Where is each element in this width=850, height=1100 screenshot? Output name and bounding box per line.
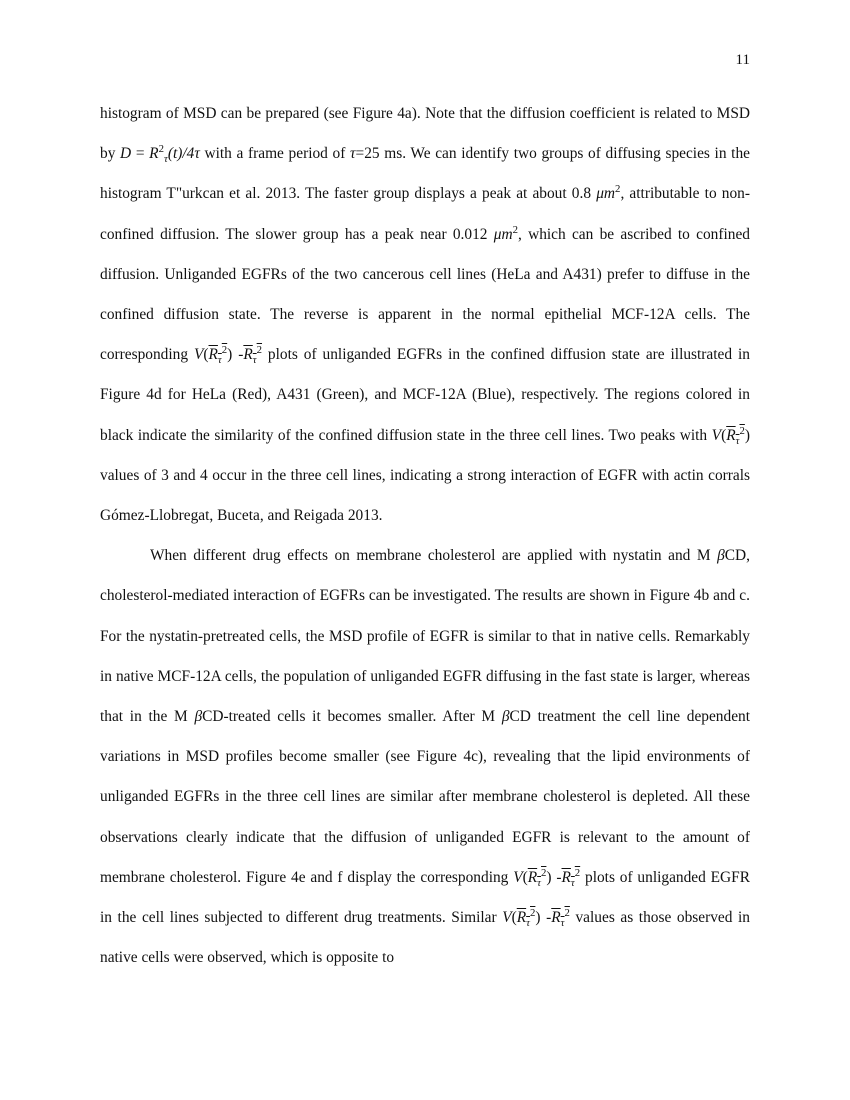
- eq-variance-2: $V(R_\tau^2)$: [711, 424, 750, 447]
- page-number: 11: [735, 52, 750, 68]
- eq-variance-plot-1: $V(R_\tau^2)$ $-R_\tau^2$: [193, 344, 263, 367]
- paragraph-msd-histogram: histogram of MSD can be prepared (see Figure 4a). Note that the diffusion coefficient is related to MSD by $D = R^2_\tau(t)/4\tau$ with a frame period of τ=25 ms. We can identify two groups of diffusing species in the histogram T"urkcan et al. 2013. The faster group displays a peak at about 0.8 $\mu m^2$, attributable to non-confined diffusion. The slower group has a peak near 0.012 $\mu m^2$, which can be ascribed to confined diffusion. Unliganded EGFRs of the two cancerous cell lines (HeLa and A431) prefer to diffuse in the confined diffusion state. The reverse is apparent in the normal epithelial MCF-12A cells. The corresponding $V(R_\tau^2)$ $-R_\tau^2$ plots of unliganded EGFRs in the confined diffusion state are illustrated in Figure 4d for HeLa (Red), A431 (Green), and MCF-12A (Blue), respectively. The regions colored in black indicate the similarity of the confined diffusion state in the three cell lines. Two peaks with $V(R_\tau^2)$ values of 3 and 4 occur in the three cell lines, indicating a strong interaction of EGFR with actin corrals Gómez-Llobregat, Buceta, and Reigada 2013.: [100, 105, 750, 525]
- body-text: [100, 94, 750, 978]
- eq-diffusion-coefficient: $D = R^2_\tau(t)/4\tau$: [120, 143, 200, 166]
- eq-variance-plot-3: $V(R_\tau^2)$ $-R_\tau^2$: [513, 866, 581, 889]
- paragraph-drug-effects: When different drug effects on membrane cholesterol are applied with nystatin and M βCD, cholesterol-mediated interaction of EGFRs can be investigated. The results are shown in Figure 4b and c. For the nystatin-pretreated cells, the MSD profile of EGFR is similar to that in native cells. Remarkably in native MCF-12A cells, the population of unliganded EGFR diffusing in the fast state is larger, whereas that in the M βCD-treated cells it becomes smaller. After M βCD treatment the cell line dependent variations in MSD profiles become smaller (see Figure 4c), revealing that the lipid environments of unliganded EGFRs in the three cell lines are similar after membrane cholesterol is depleted. All these observations clearly indicate that the diffusion of unliganded EGFR is relevant to the amount of membrane cholesterol. Figure 4e and f display the corresponding $V(R_\tau^2)$ $-R_\tau^2$ plots of unliganded EGFR in the cell lines subjected to different drug treatments. Similar $V(R_\tau^2)$ $-R_\tau^2$ values as those observed in native cells were observed, which is opposite to: [100, 547, 751, 967]
- eq-variance-plot-4: $V(R_\tau^2)$ $-R_\tau^2$: [502, 906, 570, 930]
